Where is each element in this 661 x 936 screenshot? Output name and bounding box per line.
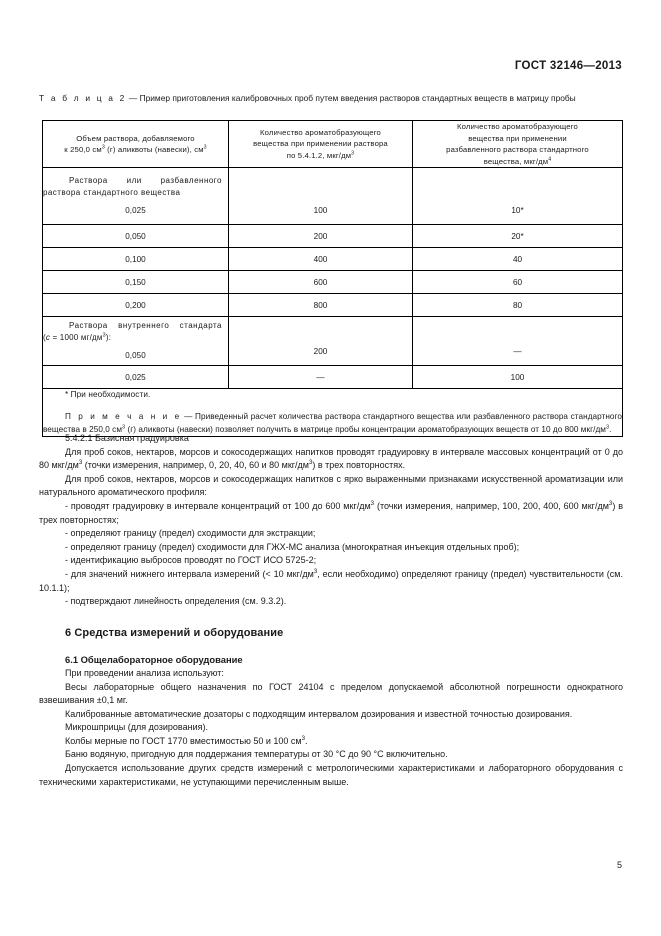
group1-title-cell [43,168,229,225]
paragraph-analysis-uses: При проведении анализа используют: [65,667,224,678]
note-text-b: (г) аликвоты (навески) позволяет получить в матрице пробы концентрации ароматобразующих веществ от 10 до 800 мкг/дм [125,424,606,434]
table-row [43,225,623,248]
cell-amount-diluted: 80 [413,294,623,317]
cell-amount-5412: — [229,366,413,389]
cell-volume: 0,050 [125,351,146,360]
cell-volume: 0,050 [43,225,229,248]
text-c: ) в трех повторностях. [312,460,406,471]
note-label: П р и м е ч а н и е [65,412,182,422]
paragraph-microsyringes: Микрошприцы (для дозирования). [65,722,208,733]
superscript-3: 3 [608,499,613,507]
paragraph-other-equipment: Допускается использование других средств измерений с метрологическими характеристиками и лабораторного оборудования с техническими характеристиками, не уступающими перечисленным выше. [39,763,623,787]
note-text-c: . [609,424,612,434]
table-header-amount-diluted [413,121,623,168]
calibration-samples-table [42,120,623,437]
cell-value: 200 [313,347,328,356]
concentration-symbol: с [45,333,51,342]
table-caption-text: — Пример приготовления калибровочных проб путем введения растворов стандартных веществ в матрицу пробы [126,93,576,103]
table-row [43,271,623,294]
table-row [43,168,623,225]
text-b: , если необходимо) определяют границу (предел) чувствительности (см. 10.1.1); [39,568,623,593]
text-c: ) в трех повторностях; [39,500,623,525]
cell-amount-5412 [229,168,413,225]
paragraph-base-calibration [39,446,623,473]
table-notes-cell [43,389,623,437]
cell-value: 100 [313,206,328,215]
paragraph-water-bath: Баню водяную, пригодную для поддержания температуры от 30 °С до 90 °С включительно. [65,749,448,760]
header-col3-line4: вещества, мкг/дм [483,156,549,166]
cell-amount-5412: 600 [229,271,413,294]
group1-title-line1: Раствора или разбавленного [69,176,222,185]
bullet-extraction-repeatability: - определяют границу (предел) сходимости для экстракции; [65,528,316,539]
paren-close: ): [105,333,112,342]
bullet-calibration-range [39,500,623,527]
heading-section-6-1: 6.1 Общелабораторное оборудование [65,654,243,666]
cell-volume: 0,200 [43,294,229,317]
paragraph-balances: Весы лабораторные общего назначения по ГОСТ 24104 с пределом допускаемой абсолютной погрешности однократного взвешивания ±0,1 мг. [39,681,623,706]
cell-value: 10* [511,206,524,215]
table-note-row [43,389,623,437]
cell-value: — [513,347,522,356]
cell-amount-diluted: 40 [413,248,623,271]
text-b: . [304,735,308,746]
header-col1-line2-b: (г) аликвоты (навески), см [104,145,204,154]
note-text-a: — Приведенный расчет количества раствора стандартного вещества или разбавленного раствора стандартного вещества в 250,0 см [43,412,622,434]
text-b: (точки измерения, например, 100, 200, 400, 600 мкг/дм [374,500,609,511]
superscript-4: 4 [548,155,552,162]
heading-5-4-2-1: 5.4.2.1 Базисная градуировка [65,433,189,443]
group2-title-line2 [43,332,228,344]
bullet-gcms-repeatability: - определяют границу (предел) сходимости для ГЖХ-МС анализа (многократная инъекция отдельных проб); [65,541,520,552]
header-col2-line1: Количество ароматобразующего [260,127,381,137]
superscript-3: 3 [102,332,106,339]
cell-amount-5412 [229,317,413,366]
table-row [43,248,623,271]
text-a: Колбы мерные по ГОСТ 1770 вместимостью 50 и 100 см [65,735,302,746]
cell-volume: 0,150 [43,271,229,294]
table-header-amount-5412 [229,121,413,168]
cell-amount-5412: 800 [229,294,413,317]
group1-title-line2: раствора стандартного вещества [43,188,181,197]
text-b: (точки измерения, например, 0, 20, 40, 60 и 80 мкг/дм [82,460,309,471]
table-row [43,366,623,389]
cell-amount-diluted [413,317,623,366]
table-caption-label: Т а б л и ц а 2 [39,93,127,103]
table-footnote: * При необходимости. [65,390,151,399]
superscript-3: 3 [301,734,305,742]
table-caption [39,92,623,105]
header-col2-line2: вещества при применении раствора [253,139,388,149]
body-content [39,432,623,789]
table-header-row [43,121,623,168]
cell-amount-diluted [413,168,623,225]
superscript-3: 3 [370,499,375,507]
heading-section-6: 6 Средства измерений и оборудование [65,626,284,639]
header-col3-line3: разбавленного раствора стандартного [446,145,589,154]
paren-open: ( [43,333,46,342]
text-a: - для значений нижнего интервала измерений (< 10 мкг/дм [65,568,314,579]
superscript-3: 3 [313,567,318,575]
cell-amount-5412: 400 [229,248,413,271]
paragraph-flasks [39,735,623,749]
header-col3-line2: вещества при применении [468,133,567,143]
table-row [43,317,623,366]
header-col1-line2-a: к 250,0 см [64,145,102,154]
superscript-3: 3 [605,424,610,431]
header-col1-line1: Объем раствора, добавляемого [76,133,195,143]
text-a: - проводят градуировку в интервале концентраций от 100 до 600 мкг/дм [65,500,371,511]
cell-amount-diluted: 60 [413,271,623,294]
cell-amount-diluted: 20* [413,225,623,248]
superscript-3: 3 [351,150,355,157]
text-a: Для проб соков, нектаров, морсов и сокосодержащих напитков проводят градуировку в интервале массовых концентраций от 0 до 80 мкг/дм [39,446,623,471]
header-col3-line1: Количество ароматобразующего [457,122,578,131]
superscript-3: 3 [203,144,207,151]
superscript-3: 3 [101,144,105,151]
cell-amount-5412: 200 [229,225,413,248]
paragraph-dispensers: Калиброванные автоматические дозаторы с подходящим интервалом дозирования и известной точностью дозирования. [65,708,573,719]
bullet-sensitivity-limit [39,568,623,595]
cell-volume: 0,100 [43,248,229,271]
page-number: 5 [616,860,622,870]
cell-volume: 0,025 [43,366,229,389]
concentration-value: = 1000 мг/дм [50,333,103,342]
superscript-3: 3 [308,459,313,467]
cell-volume: 0,025 [125,206,146,215]
bullet-outlier-identification: - идентификацию выбросов проводят по ГОСТ ИСО 5725-2; [65,555,317,566]
document-header-standard-number: ГОСТ 32146—2013 [514,60,622,72]
table-header-volume [43,121,229,168]
paragraph-artificial-aroma: Для проб соков, нектаров, морсов и сокосодержащих напитков с ярко выраженными признаками искусственной ароматизации или натурального ароматического профиля: [39,473,623,498]
table-row [43,294,623,317]
bullet-linearity: - подтверждают линейность определения (см. 9.3.2). [65,596,287,607]
group2-title-line1: Раствора внутреннего стандарта [69,321,222,330]
header-col2-line3: по 5.4.1.2, мкг/дм [286,150,352,160]
superscript-3: 3 [122,424,126,431]
superscript-3: 3 [78,459,83,467]
group2-title-cell [43,317,229,366]
cell-amount-diluted: 100 [413,366,623,389]
